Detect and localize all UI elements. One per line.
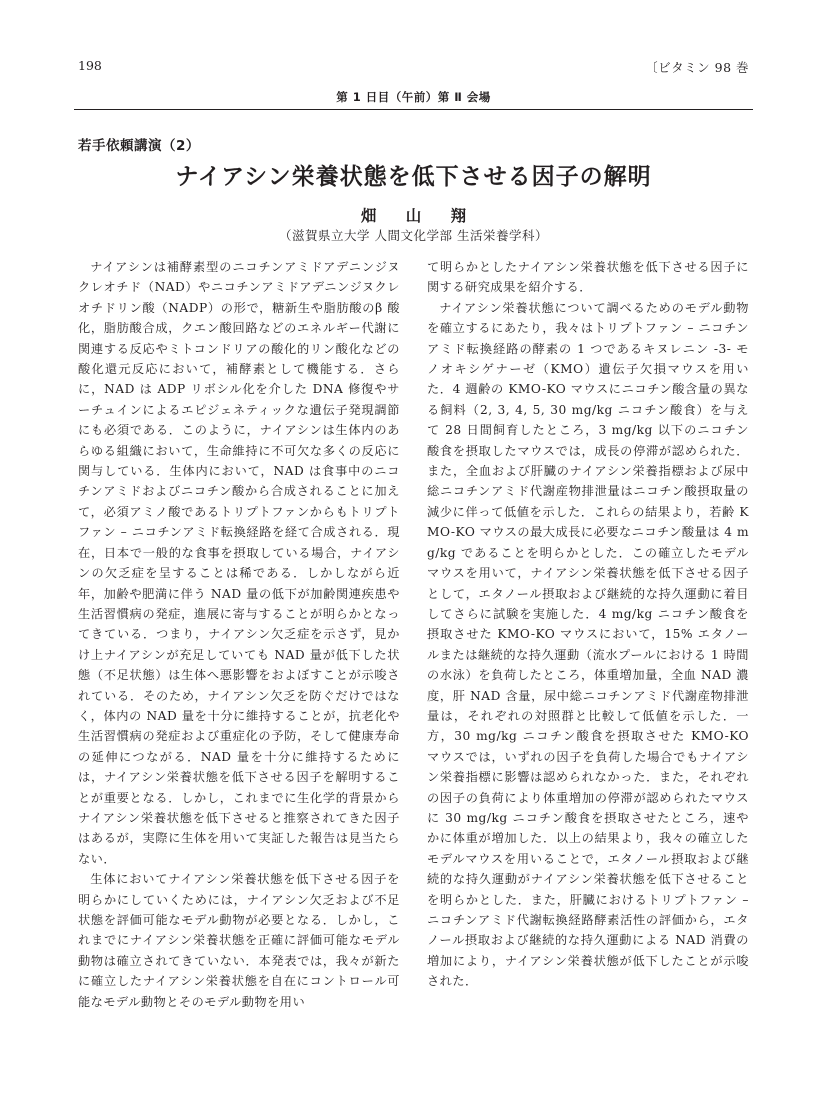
lecture-type: 若手依頼講演（2） — [78, 138, 200, 154]
body-paragraph: ナイアシン栄養状態について調べるためのモデル動物を確立するにあたり，我々はトリプトファン – ニコチンアミド転換経路の酵素の 1 つであるキヌレニン -3- モノオキシゲナーゼ（KMO）遺伝子欠損マウスを用いた．4 週齢の KMO-KO マウスにニコチン酸含量の異なる飼料（2, 3, 4, 5, 30 mg/kg ニコチン酸食）を与えて 28 日間飼育したところ，3 mg/kg 以下のニコチン酸食を摂取したマウスでは，成長の停滞が認められた．また，全血および肝臓のナイアシン栄養指標および尿中総ニコチンアミド代謝産物排泄量はニコチン酸摂取量の減少に伴って低値を示した．これらの結果より，若齢 KMO-KO マウスの最大成長に必要なニコチン酸量は 4 mg/kg であることを明らかとした．この確立したモデルマウスを用いて，ナイアシン栄養状態を低下させる因子として，エタノール摂取および継続的な持久運動に着目してさらに試験を実施した．4 mg/kg ニコチン酸食を摂取させた KMO-KO マウスにおいて，15% エタノールまたは継続的な持久運動（流水プールにおける 1 時間の水泳）を負荷したところ，体重増加量，全血 NAD 濃度，肝 NAD 含量，尿中総ニコチンアミド代謝産物排泄量は，それぞれの対照群と比較して低値を示した．一方，30 mg/kg ニコチン酸食を摂取させた KMO-KO マウスでは，いずれの因子を負荷した場合でもナイアシン栄養指標に影響は認められなかった．また，それぞれの因子の負荷により体重増加の停滞が認められたマウスに 30 mg/kg ニコチン酸食を摂取させたところ，速やかに体重が増加した．以上の結果より，我々の確立したモデルマウスを用いることで，エタノール摂取および継続的な持久運動がナイアシン栄養状態を低下させることを明らかとした．また，肝臓におけるトリプトファン – ニコチンアミド代謝転換経路酵素活性の評価から，エタノール摂取および継続的な持久運動による NAD 消費の増加により，ナイアシン栄養状態が低下したことが示唆された． — [427, 300, 749, 989]
author-affiliation: （滋賀県立大学 人間文化学部 生活栄養学科） — [279, 228, 548, 243]
article-title: ナイアシン栄養状態を低下させる因子の解明 — [175, 163, 652, 190]
journal-reference: 〔ビタミン 98 巻 — [645, 60, 749, 75]
body-paragraph: 生体においてナイアシン栄養状態を低下させる因子を明らかにしていくためには，ナイアシン欠乏および不足状態を評価可能なモデル動物が必要となる．しかし，これまでにナイアシン栄養状態を正確に評価可能なモデル動物は確立されてきていない．本発表では，我々が新たに確立したナイアシン栄養状態を自在にコントロール可能なモデル動物とそのモデル動物を用い — [78, 872, 400, 1009]
session-header: 第 1 日目（午前）第 Ⅱ 会場 — [74, 89, 753, 110]
body-paragraph: ナイアシンは補酵素型のニコチンアミドアデニンジヌクレオチド（NAD）やニコチンアミドアデニンジヌクレオチドリン酸（NADP）の形で，糖新生や脂肪酸のβ 酸化，脂肪酸合成，クエン酸回路などのエネルギー代謝に関連する反応やミトコンドリアの酸化的リン酸化などの酸化還元反応において，補酵素として機能する．さらに，NAD は ADP リボシル化を介した DNA 修復やサーチュインによるエピジェネティックな遺伝子発現調節にも必須である．このように，ナイアシンは生体内のあらゆる組織において，生命維持に不可欠な多くの反応に関与している．生体内において，NAD は食事中のニコチンアミドおよびニコチン酸から合成されることに加えて，必須アミノ酸であるトリプトファンからもトリプトファン – ニコチンアミド転換経路を経て合成される．現在，日本で一般的な食事を摂取している場合，ナイアシンの欠乏症を呈することは稀である．しかしながら近年，加齢や肥満に伴う NAD 量の低下が加齢関連疾患や生活習慣病の発症，進展に寄与することが明らかとなってきている．つまり，ナイアシン欠乏症を示さず，見かけ上ナイアシンが充足していても NAD 量が低下した状態（不足状態）は生体へ悪影響をおよぼすことが示唆されている．そのため，ナイアシン欠乏を防ぐだけではなく，体内の NAD 量を十分に維持することが，抗老化や生活習慣病の発症および重症化の予防，そして健康寿命の延伸につながる．NAD 量を十分に維持するためには，ナイアシン栄養状態を低下させる因子を解明することが重要となる．しかし，これまでに生化学的背景からナイアシン栄養状態を低下させると推察されてきた因子はあるが，実際に生体を用いて実証した報告は見当たらない． — [78, 260, 400, 866]
author-name: 畑 山 翔 — [360, 206, 479, 225]
body-column-right — [427, 257, 749, 992]
page-number: 198 — [78, 58, 102, 73]
body-column-left — [78, 257, 400, 1012]
body-paragraph-continuation: て明らかとしたナイアシン栄養状態を低下させる因子に関する研究成果を紹介する． — [427, 260, 749, 295]
